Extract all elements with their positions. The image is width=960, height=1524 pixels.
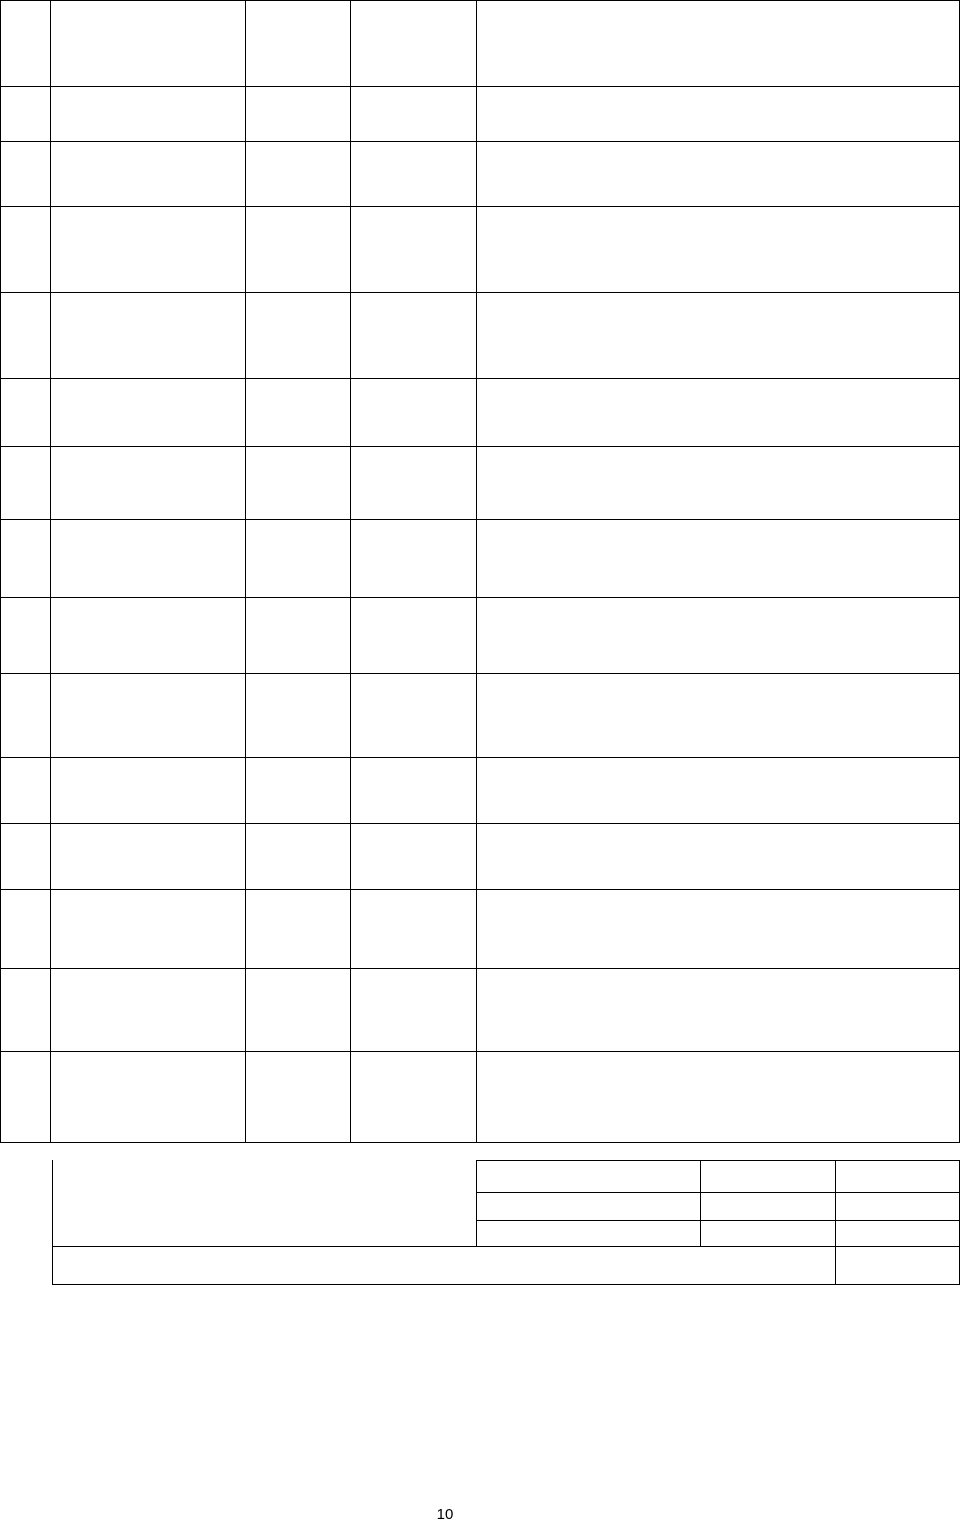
summary-rule <box>52 1284 960 1285</box>
row-rule <box>0 0 960 1</box>
row-rule <box>0 1051 960 1052</box>
summary-rule <box>476 1160 477 1246</box>
row-rule <box>0 1142 960 1143</box>
row-rule <box>0 378 960 379</box>
summary-rule <box>52 1246 960 1247</box>
table-column-rule <box>476 0 477 1142</box>
row-rule <box>0 446 960 447</box>
summary-rule <box>476 1220 960 1221</box>
row-rule <box>0 519 960 520</box>
row-rule <box>0 823 960 824</box>
row-rule <box>0 673 960 674</box>
summary-rule <box>476 1160 960 1161</box>
row-rule <box>0 206 960 207</box>
table-column-rule <box>50 0 51 1142</box>
row-rule <box>0 889 960 890</box>
row-rule <box>0 597 960 598</box>
table-column-rule <box>245 0 246 1142</box>
summary-rule <box>476 1192 960 1193</box>
table-column-rule <box>0 0 1 1142</box>
row-rule <box>0 292 960 293</box>
row-rule <box>0 968 960 969</box>
row-rule <box>0 86 960 87</box>
table-column-rule <box>350 0 351 1142</box>
summary-rule <box>700 1160 701 1246</box>
row-rule <box>0 757 960 758</box>
summary-rule <box>835 1160 836 1284</box>
page-number: 10 <box>436 1506 454 1523</box>
row-rule <box>0 141 960 142</box>
summary-rule <box>52 1160 53 1284</box>
